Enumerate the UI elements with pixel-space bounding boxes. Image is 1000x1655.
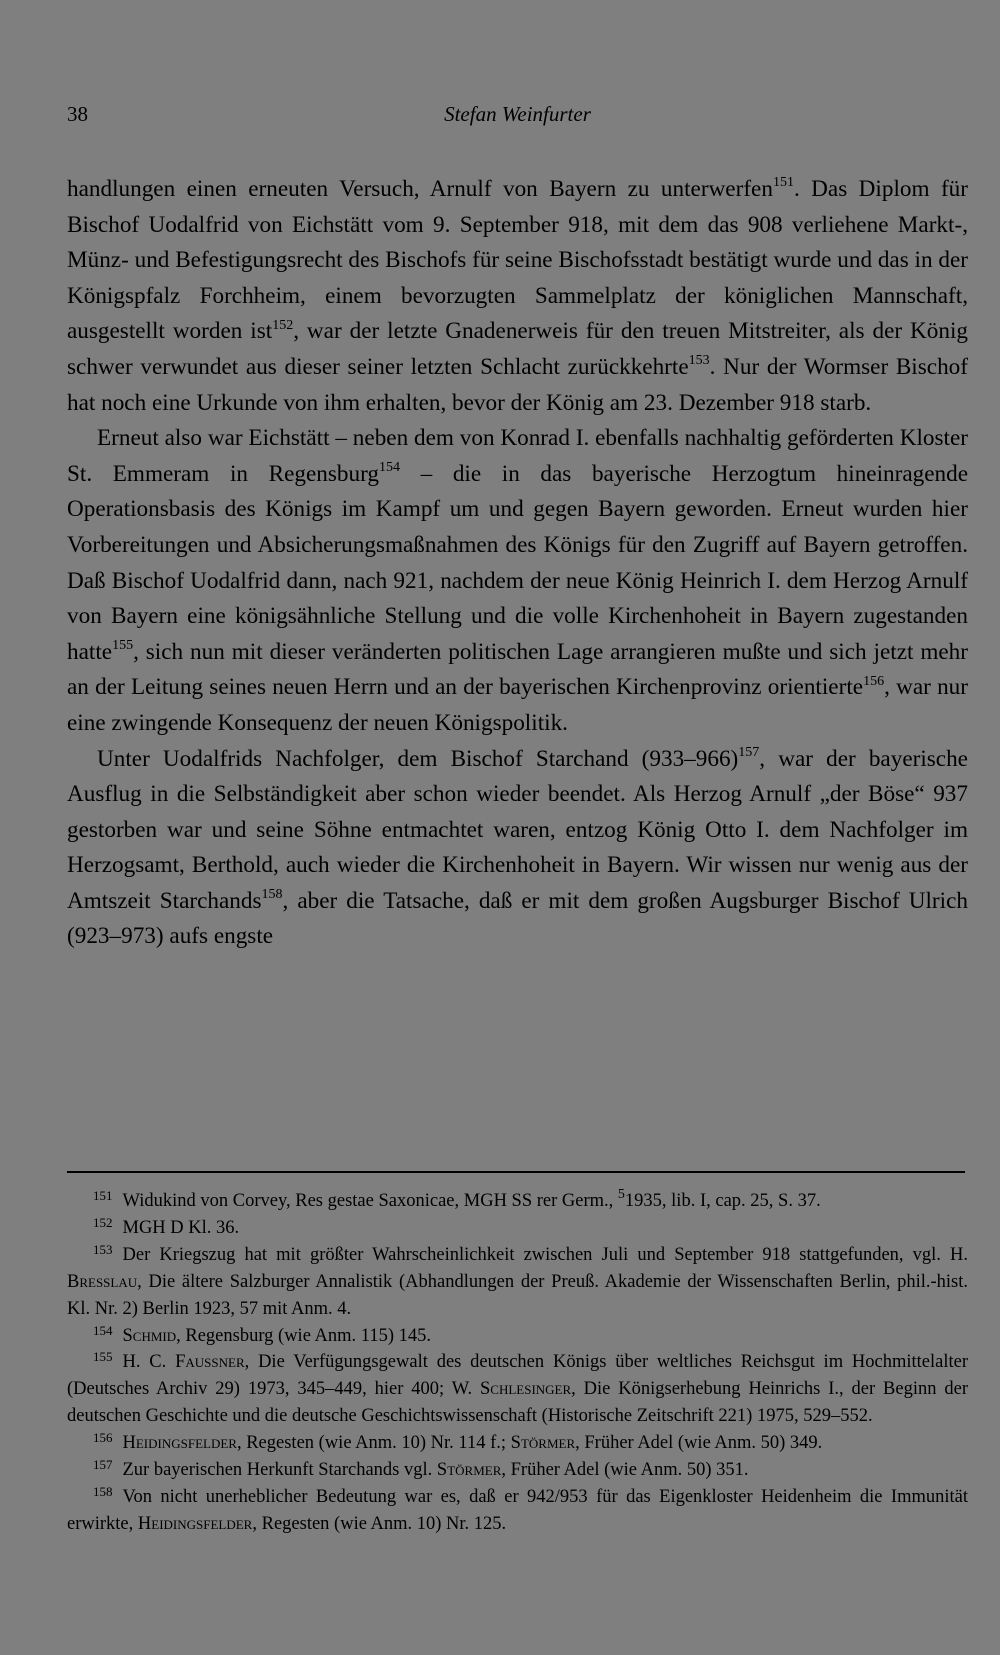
footnote-158	[67, 1484, 968, 1538]
footnote-ref: 153	[688, 353, 710, 369]
author-name: Heidingsfelder	[122, 1433, 237, 1454]
footnote-154	[67, 1323, 968, 1350]
text-run: handlungen einen erneuten Versuch, Arnulf von Bayern zu unterwerfen	[67, 176, 773, 202]
page-header	[67, 102, 968, 132]
text-run: , Die Königserhebung Heinrichs I., der Beginn der deutschen Geschichte und die deutsche Geschichtswissenschaft (Historische Zeitschrift 221) 1975, 529–552.	[67, 1379, 968, 1427]
footnote-ref: 157	[738, 744, 760, 760]
text-run: , war der bayerische Ausflug in die Selbständigkeit aber schon wieder beendet. Als Herzog Arnulf „der Böse“ 937 gestorben war und seine Söhne entmachtet waren, entzog König Otto I. dem Nachfolger im Herzogsamt, Berthold, auch wieder die Kirchenhoheit in Bayern. Wir wissen nur wenig aus der Amtszeit Starchands	[67, 745, 968, 914]
text-run: . Das Diplom für Bischof Uodalfrid von Eichstätt vom 9. September 918, mit dem das 908 verliehene Markt-, Münz- und Befestigungsrecht des Bischofs für seine Bischofsstadt bestätigt wurde und das in der Königspfalz Forchheim, einem bevorzugten Sammelplatz der königlichen Mannschaft, ausgestellt worden ist	[67, 176, 968, 345]
footnote-153	[67, 1242, 968, 1323]
author-name: Störmer	[436, 1460, 502, 1481]
text-run: , sich nun mit dieser veränderten politischen Lage arrangieren mußte und sich jetzt mehr an der Leitung seines neuen Herrn und an der bayerischen Kirchenprovinz orientierte	[67, 638, 968, 701]
footnote-157	[67, 1457, 968, 1484]
text-run: – die in das bayerische Herzogtum hineinragende Operationsbasis des Königs im Kampf um und gegen Bayern geworden. Erneut wurden hier Vorbereitungen und Absicherungsmaßnahmen des Königs für den Zugriff auf Bayern getroffen. Daß Bischof Uodalfrid dann, nach 921, nachdem der neue König Heinrich I. dem Herzog Arnulf von Bayern eine königsähnliche Stellung und die volle Kirchenhoheit in Bayern zugestanden hatte	[67, 460, 968, 665]
text-run: , war der letzte Gnadenerweis für den treuen Mitstreiter, als der König schwer verwundet aus dieser seiner letzten Schlacht zurückkehrte	[67, 318, 968, 380]
author-name: Schmid	[122, 1325, 177, 1346]
text-run: 1935, lib. I, cap. 25, S. 37.	[624, 1191, 821, 1211]
footnote-155	[67, 1349, 968, 1430]
footnote-152	[67, 1215, 968, 1242]
author-name: Bresslau	[67, 1271, 138, 1292]
text-run: MGH D Kl. 36.	[122, 1217, 240, 1238]
footnote-number: 157	[93, 1457, 113, 1473]
footnote-number: 151	[93, 1188, 113, 1203]
text-run: Von nicht unerheblicher Bedeutung war es, daß er 942/953 für das Eigenkloster Heidenheim die Immunität erwirkte,	[67, 1486, 968, 1534]
footnote-ref: 156	[863, 673, 885, 689]
footnote-ref: 158	[261, 887, 283, 903]
page-number: 38	[67, 102, 88, 126]
footnote-divider	[67, 1171, 965, 1173]
text-run: H. C.	[122, 1352, 176, 1373]
footnote-number: 152	[93, 1214, 113, 1230]
footnotes	[67, 1188, 968, 1538]
footnote-ref: 155	[112, 637, 134, 653]
paragraph-1	[67, 172, 968, 421]
footnote-number: 153	[93, 1241, 113, 1257]
text-run: Widukind von Corvey, Res gestae Saxonicae, MGH SS rer Germ.,	[122, 1191, 618, 1211]
running-head: Stefan Weinfurter	[444, 102, 591, 126]
text-run: , aber die Tatsache, daß er mit dem großen Augsburger Bischof Ulrich (923–973) aufs engste	[67, 887, 968, 950]
footnote-151	[67, 1188, 968, 1215]
text-run: , Regensburg (wie Anm. 115) 145.	[176, 1325, 431, 1346]
text-run: . Nur der Wormser Bischof hat noch eine Urkunde von ihm erhalten, bevor der König am 23. Dezember 918 starb.	[67, 353, 968, 416]
author-name: Störmer	[510, 1433, 576, 1454]
text-run: , Die ältere Salzburger Annalistik (Abhandlungen der Preuß. Akademie der Wissenschaften Berlin, phil.-hist. Kl. Nr. 2) Berlin 1923, 57 mit Anm. 4.	[67, 1271, 968, 1319]
text-run: Unter Uodalfrids Nachfolger, dem Bischof Starchand (933–966)	[97, 745, 739, 772]
author-name: Faussner	[175, 1352, 245, 1373]
footnote-number: 158	[93, 1483, 113, 1499]
footnote-number: 154	[93, 1322, 113, 1338]
footnote-ref: 151	[772, 175, 794, 191]
footnote-156	[67, 1430, 968, 1457]
footnote-ref: 154	[378, 460, 400, 476]
text-run: , war nur eine zwingende Konsequenz der neuen Königspolitik.	[67, 674, 968, 736]
edition-superscript: 5	[617, 1186, 625, 1202]
text-run: , Die Verfügungsgewalt des deutschen Königs über weltliches Reichsgut im Hochmittelalter (Deutsches Archiv 29) 1973, 345–449, hier 400; W.	[67, 1352, 968, 1400]
text-run: , Früher Adel (wie Anm. 50) 351.	[501, 1460, 749, 1481]
footnote-number: 156	[93, 1430, 113, 1446]
paragraph-2	[67, 421, 968, 741]
footnote-ref: 152	[272, 317, 294, 333]
author-name: Heidingsfelder	[137, 1513, 253, 1534]
paragraph-3	[67, 742, 968, 956]
text-run: , Regesten (wie Anm. 10) Nr. 114 f.;	[236, 1433, 511, 1454]
text-run: , Früher Adel (wie Anm. 50) 349.	[575, 1433, 823, 1454]
footnote-number: 155	[93, 1349, 113, 1365]
text-run: , Regesten (wie Anm. 10) Nr. 125.	[252, 1513, 507, 1534]
text-run: Der Kriegszug hat mit größter Wahrscheinlichkeit zwischen Juli und September 918 stattgefunden, vgl. H.	[122, 1244, 968, 1265]
main-text	[67, 172, 968, 955]
text-run: Erneut also war Eichstätt – neben dem von Konrad I. ebenfalls nachhaltig geförderten Kloster St. Emmeram in Regensburg	[67, 425, 968, 487]
text-run: Zur bayerischen Herkunft Starchands vgl.	[122, 1460, 437, 1481]
author-name: Schlesinger	[479, 1379, 572, 1400]
